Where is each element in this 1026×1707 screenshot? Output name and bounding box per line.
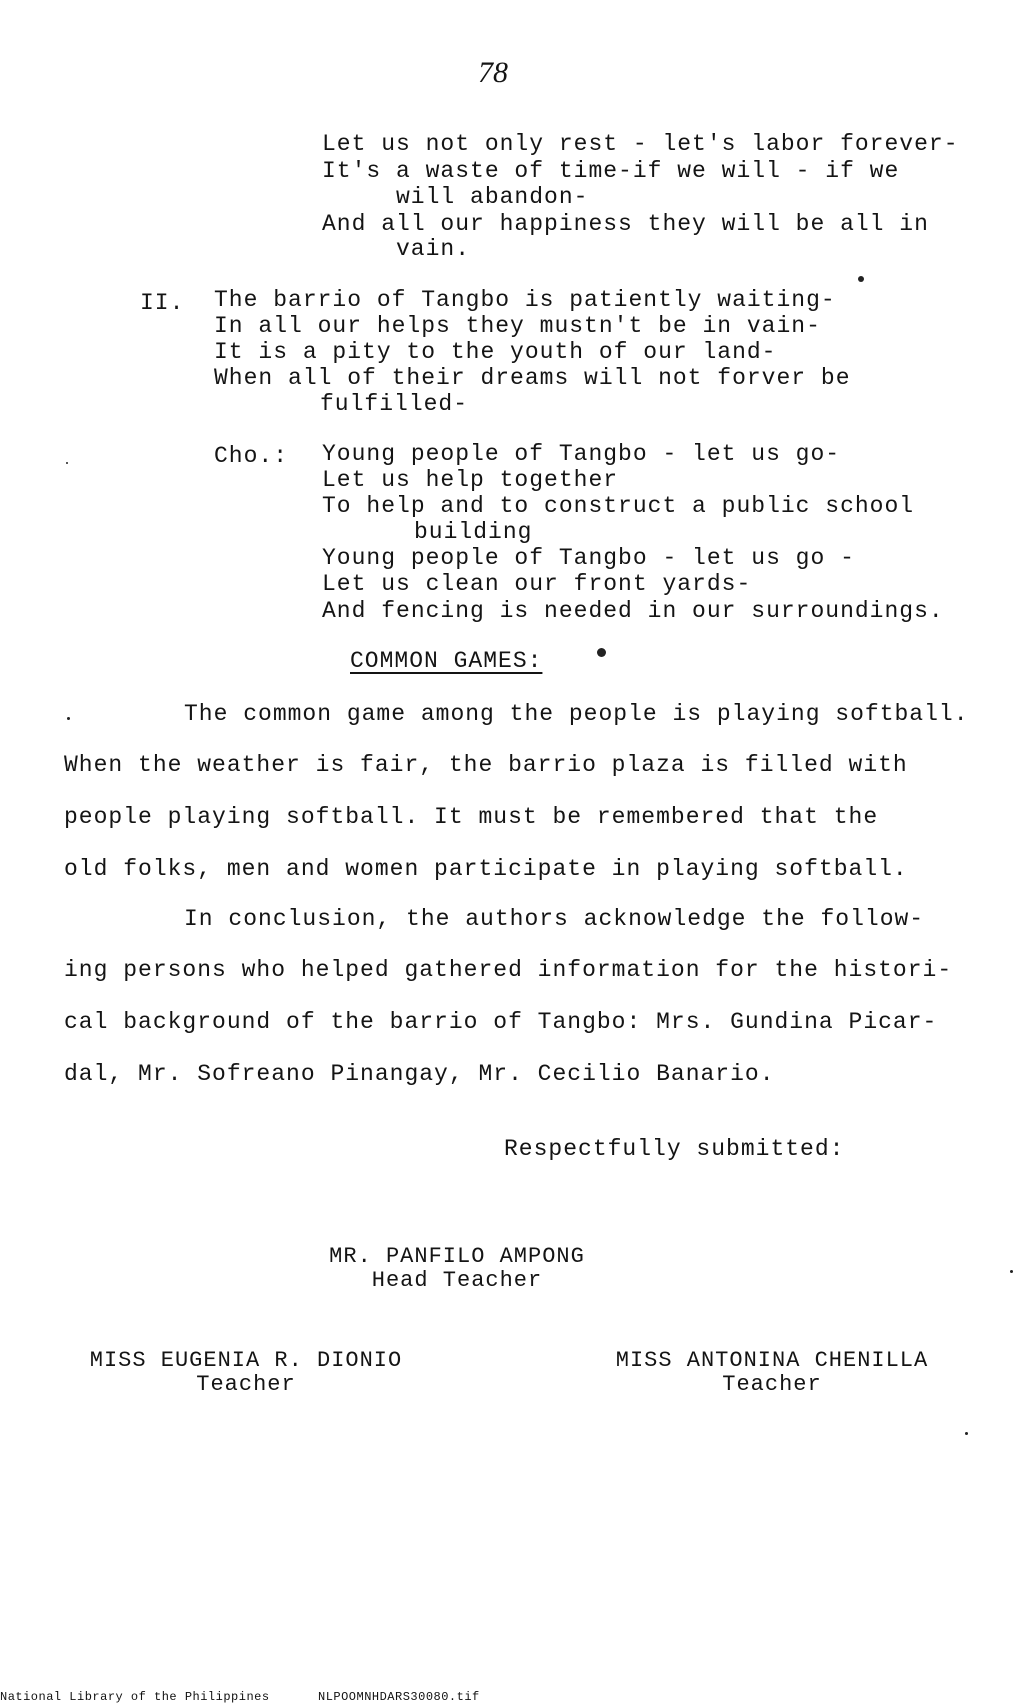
verse-line: The barrio of Tangbo is patiently waiting- (214, 287, 836, 313)
verse-line: When all of their dreams will not forver be (214, 365, 851, 391)
paragraph-line: dal, Mr. Sofreano Pinangay, Mr. Cecilio Banario. (64, 1061, 775, 1087)
scan-speck (965, 1432, 968, 1435)
paragraph-line: When the weather is fair, the barrio plaza is filled with (64, 752, 908, 778)
signatory-title: Head Teacher (371, 1268, 543, 1293)
page-number: 78 (478, 56, 508, 89)
scan-speck (67, 717, 70, 720)
paragraph-line: old folks, men and women participate in playing softball. (64, 856, 908, 882)
common-games-heading: COMMON GAMES: (350, 648, 543, 674)
paragraph-line: cal background of the barrio of Tangbo: Mrs. Gundina Picar- (64, 1009, 938, 1035)
chorus-label: Cho.: (214, 443, 289, 469)
verse-line: And all our happiness they will be all in (322, 211, 929, 237)
chorus-line: To help and to construct a public school (322, 493, 915, 519)
signatory-right (584, 1349, 960, 1397)
verse-line: It is a pity to the youth of our land- (214, 339, 777, 365)
verse-line: It's a waste of time-if we will - if we (322, 158, 900, 184)
signatory-title: Teacher (196, 1372, 296, 1397)
signatory-left (56, 1349, 436, 1397)
chorus-line: building (414, 519, 533, 545)
signatory-head (272, 1245, 642, 1293)
footer-file: NLPOOMNHDARS30080.tif (318, 1690, 480, 1704)
chorus-line: And fencing is needed in our surroundings. (322, 598, 944, 624)
signatory-name: MISS EUGENIA R. DIONIO (89, 1348, 403, 1373)
verse-line: fulfilled- (320, 391, 469, 417)
verse-line: vain. (396, 236, 471, 262)
paragraph-line: The common game among the people is playing softball. (184, 701, 969, 727)
scan-speck (858, 276, 864, 282)
paragraph-line: people playing softball. It must be remembered that the (64, 804, 879, 830)
paragraph-line: ing persons who helped gathered information for the histori- (64, 957, 953, 983)
closing-line: Respectfully submitted: (504, 1136, 845, 1162)
chorus-line: Young people of Tangbo - let us go- (322, 441, 841, 467)
chorus-line: Young people of Tangbo - let us go - (322, 545, 855, 571)
verse-line: will abandon- (396, 184, 589, 210)
scan-speck (66, 462, 68, 464)
chorus-line: Let us clean our front yards- (322, 571, 752, 597)
scan-speck (597, 648, 606, 657)
verse-line: In all our helps they mustn't be in vain- (214, 313, 821, 339)
signatory-name: MISS ANTONINA CHENILLA (615, 1348, 929, 1373)
scan-speck (1010, 1270, 1013, 1273)
chorus-line: Let us help together (322, 467, 619, 493)
stanza-numeral: II. (140, 290, 185, 316)
footer-source: National Library of the Philippines (0, 1690, 270, 1704)
signatory-name: MR. PANFILO AMPONG (329, 1244, 585, 1269)
signatory-title: Teacher (722, 1372, 822, 1397)
verse-line: Let us not only rest - let's labor forever- (322, 131, 959, 157)
paragraph-line: In conclusion, the authors acknowledge the follow- (184, 906, 925, 932)
